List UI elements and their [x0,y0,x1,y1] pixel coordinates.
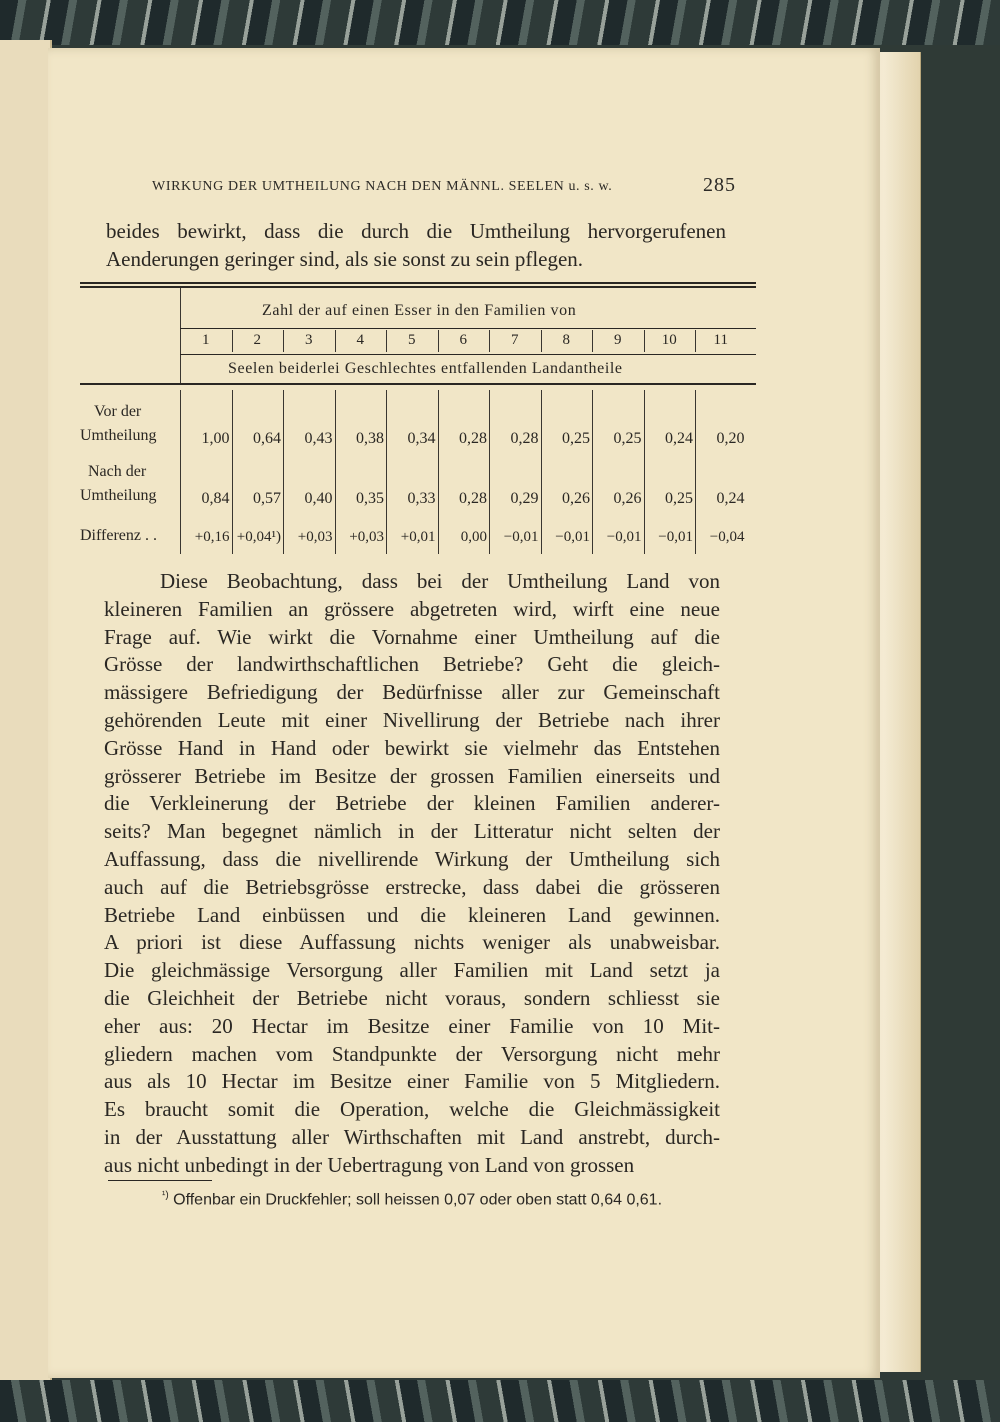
column-divider [335,330,336,352]
footnote-marker: ¹) [162,1190,169,1201]
footnote-rule [108,1180,212,1181]
table-cell: −0,01 [658,529,693,545]
page-number: 285 [703,174,736,196]
row-label: Umtheilung [80,427,157,444]
running-title: WIRKUNG DER UMTHEILUNG NACH DEN MÄNNL. SEELEN u. s. w. [152,179,613,194]
running-header [152,175,736,201]
table-cell: 0,84 [201,490,230,507]
table-cell: 0,26 [613,490,642,507]
table-cell: −0,01 [606,529,642,545]
table-cell: 0,24 [716,490,745,507]
text-line: aus nicht unbedingt in der Uebertragung von Land von grossen [104,1152,635,1177]
text-line: seits? Man begegnet nämlich in der Litteratur nicht selten der [104,819,720,844]
text-line: Es braucht somit die Operation, welche die Gleichmässigkeit [104,1097,720,1122]
column-divider [283,330,284,352]
text-line: Frage auf. Wie wirkt die Vornahme einer Umtheilung auf die [104,624,720,649]
table-cell: 0,40 [304,490,333,507]
table-cell: 0,28 [459,490,487,507]
column-divider [386,330,387,352]
table-rule [180,328,756,329]
table-rule [180,354,756,355]
book-cover-bottom [0,1380,1000,1422]
text-line: A priori ist diese Auffassung nichts weniger als unabweisbar. [104,930,720,955]
column-divider [695,330,696,352]
table-rule [80,286,756,288]
text-line: eher aus: 20 Hectar im Besitze einer Familie von 10 Mit- [104,1013,720,1038]
text-line: kleineren Familien an grössere abgetreten wird, wirft eine neue [104,596,720,621]
table-cell: −0,01 [555,529,590,545]
table-cell: 0,25 [665,490,693,507]
column-number: 5 [408,332,416,348]
column-divider [541,330,542,352]
table-cell: 0,25 [613,430,642,447]
table-cell: 0,25 [562,430,590,447]
text-line: auch auf die Betriebsgrösse erstrecke, dass dabei die grösseren [104,874,720,899]
table-cell: 0,00 [460,529,487,545]
previous-page-edge [0,40,52,1385]
table-cell: +0,01 [400,529,436,545]
table-cell: 0,28 [459,430,487,447]
column-divider [232,330,233,352]
header-top: Zahl der auf einen Esser in den Familien von [262,302,577,319]
table-cell: +0,03 [297,529,333,545]
column-divider [489,330,490,352]
table-cell: 0,26 [562,490,590,507]
table-cell: 0,24 [665,430,693,447]
paragraph-1 [106,218,726,274]
text-line: Grösse der landwirthschaftlichen Betriebe? Geht die gleich- [104,652,720,677]
column-number: 10 [661,332,677,348]
book-cover-top [0,0,1000,45]
text-line: Aenderungen geringer sind, als sie sonst zu sein pflegen. [106,246,584,271]
text-line: Auffassung, dass die nivellirende Wirkung der Umtheilung sich [104,846,720,871]
column-divider [644,330,645,352]
row-label: Nach der [88,463,147,480]
column-number: 3 [305,332,313,348]
table-cell: 0,64 [253,430,281,447]
column-number: 11 [713,332,728,348]
table-cell: 0,57 [253,490,281,507]
column-number: 9 [614,332,622,348]
column-number: 8 [562,332,570,348]
footnote-text: Offenbar ein Druckfehler; soll heissen 0,07 oder oben statt 0,64 0,61. [173,1191,663,1209]
column-divider [592,330,593,352]
column-number: 7 [511,332,519,348]
table-cell: −0,04 [709,529,745,545]
data-table [80,282,756,554]
text-line: die Gleichheit der Betriebe nicht voraus, sondern schliesst sie [104,985,720,1010]
text-line: gehörenden Leute mit einer Nivellirung der Betriebe nach ihrer [104,707,720,732]
text-line: mässigere Befriedigung der Bedürfnisse aller zur Gemeinschaft [104,680,720,705]
text-line: in der Ausstattung aller Wirthschaften mit Land anstrebt, durch- [104,1124,720,1149]
table-cell: 0,28 [510,430,539,447]
table-rule [80,383,756,385]
table-cell: 0,38 [356,430,384,447]
column-number: 2 [253,332,261,348]
column-number: 6 [459,332,467,348]
table-cell: −0,01 [503,529,539,545]
row-label: Umtheilung [80,487,157,504]
text-line: grösserer Betriebe im Besitze der grossen Familien einerseits und [104,763,720,788]
text-line: Die gleichmässige Versorgung aller Familien mit Land setzt ja [104,958,720,983]
table-cell: +0,04¹) [236,529,281,545]
row-label: Differenz . . [80,527,157,544]
text-line: die Verkleinerung der Betriebe der kleinen Familien anderer- [104,791,720,816]
text-line: Betriebe Land einbüssen und die kleineren Land gewinnen. [104,902,720,927]
column-number: 4 [356,332,364,348]
footnote [162,1190,722,1209]
table-cell: 0,33 [407,490,436,507]
table-cell: 0,29 [510,490,539,507]
table-rule [80,282,756,284]
text-line: beides bewirkt, dass die durch die Umtheilung hervorgerufenen [106,219,726,243]
text-line: aus als 10 Hectar im Besitze einer Familie von 5 Mitgliedern. [104,1069,720,1094]
table-cell: 0,34 [407,430,436,447]
table-cell: +0,16 [194,529,230,545]
paragraph-2 [104,568,720,1180]
table-cell: 0,43 [304,430,333,447]
column-divider [438,330,439,352]
table-cell: 1,00 [201,430,230,447]
table-cell: 0,20 [716,430,745,447]
text-line: Grösse Hand in Hand oder bewirkt sie vielmehr das Entstehen [104,735,720,760]
column-number: 1 [202,332,210,348]
row-label: Vor der [94,403,142,420]
text-line: Diese Beobachtung, dass bei der Umtheilung Land von [160,569,720,593]
table-cell: 0,35 [356,490,384,507]
table-cell: +0,03 [349,529,384,545]
text-line: gliedern machen vom Standpunkte der Versorgung nicht mehr [104,1041,720,1066]
header-bottom: Seelen beiderlei Geschlechtes entfallenden Landantheile [228,360,623,377]
